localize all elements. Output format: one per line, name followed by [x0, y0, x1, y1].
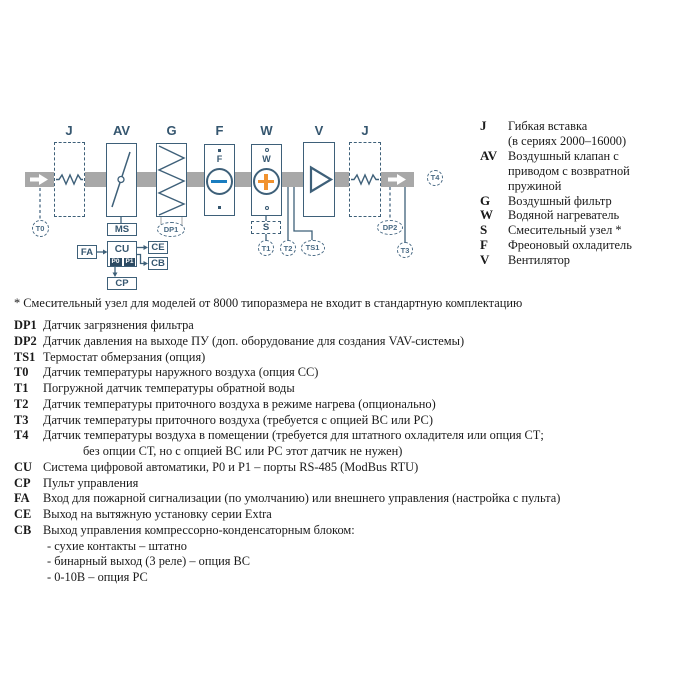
def-text: Датчик загрязнения фильтра [43, 318, 194, 332]
fan-box [303, 142, 335, 217]
cp-label: CP [115, 278, 129, 289]
legend-key: V [480, 252, 490, 268]
def-ce [14, 507, 694, 523]
label-heater: W [260, 123, 273, 138]
def-text: - сухие контакты – штатно [47, 538, 187, 553]
def-cu [14, 460, 694, 476]
ms-label: MS [114, 224, 130, 235]
heater-coil-icon [253, 168, 280, 195]
def-key: CB [14, 522, 32, 537]
def-key: T4 [14, 428, 29, 443]
legend-text: (в сериях 2000–16000) [508, 133, 627, 148]
legend-row-g [480, 194, 632, 209]
def-key: T0 [14, 365, 29, 380]
def-text: Выход управления компрессорно-конденсаторным блоком: [43, 522, 355, 537]
heater-top-dot [265, 148, 269, 152]
def-text: Погружной датчик температуры обратной воды [43, 381, 295, 395]
def-cb-item-2 [14, 554, 694, 570]
mixing-unit-footnote: * Смесительный узел для моделей от 8000 типоразмера не входит в стандартную комплектацию [14, 296, 523, 310]
def-text: Вход для пожарной сигнализации (по умолчанию) или внешнего управления (настройка с пульта) [43, 491, 561, 506]
label-air-valve: AV [112, 123, 131, 138]
control-panel-box [107, 277, 137, 290]
legend-key: G [480, 192, 491, 208]
cooler-letter: F [216, 154, 223, 164]
def-text: Пульт управления [43, 475, 139, 490]
def-key: T2 [14, 396, 29, 411]
cooler-top-dot [218, 149, 221, 152]
cooler-coil-icon [206, 168, 233, 195]
def-ts1 [14, 350, 694, 366]
def-t4-continued [14, 444, 694, 460]
def-fa [14, 491, 694, 507]
legend-row-av [480, 149, 632, 164]
legend-text: Воздушный фильтр [508, 193, 612, 208]
def-text: Термостат обмерзания (опция) [43, 349, 206, 364]
def-cb [14, 523, 694, 539]
condenser-output-box [148, 257, 168, 270]
sensor-ts1: TS1 [301, 240, 325, 256]
s-label: S [262, 222, 270, 233]
sensor-dp2: DP2 [377, 220, 403, 235]
def-t3 [14, 413, 694, 429]
def-key [14, 444, 43, 460]
def-key: DP1 [14, 318, 37, 332]
legend-row-v [480, 253, 632, 268]
legend-row-f [480, 238, 632, 253]
legend-row [480, 179, 632, 194]
legend-text: Водяной нагреватель [508, 208, 620, 223]
sensor-t0: T0 [32, 220, 49, 237]
legend-text: Вентилятор [508, 253, 570, 268]
def-t0 [14, 365, 694, 381]
cu-label: CU [114, 244, 130, 255]
legend-key: S [480, 222, 488, 238]
def-cp [14, 476, 694, 492]
mixing-unit-box [251, 221, 281, 234]
port-p1: P1 [125, 258, 134, 266]
def-key: T1 [14, 381, 29, 395]
flexible-insert-right-box [349, 142, 381, 217]
def-dp1 [14, 318, 694, 334]
heater-box [251, 144, 282, 216]
legend-key [480, 134, 508, 149]
def-key: TS1 [14, 349, 36, 364]
def-t2 [14, 397, 694, 413]
legend-row-j [480, 119, 632, 134]
legend-text: Гибкая вставка [508, 119, 588, 133]
legend-text: Фреоновый охладитель [508, 238, 632, 253]
def-text: Датчик температуры воздуха в помещении (требуется для штатного охладителя или опция СТ; [43, 428, 544, 443]
label-filter: G [166, 123, 177, 138]
def-key [14, 570, 43, 586]
legend-text: приводом с возвратной [508, 163, 630, 178]
ms-actuator-box [107, 223, 137, 236]
flexible-insert-left-box [54, 142, 85, 217]
heater-bottom-dot [265, 206, 269, 210]
definitions-list [14, 318, 694, 586]
def-t4 [14, 428, 694, 444]
filter-box [156, 143, 187, 217]
def-key: FA [14, 491, 30, 506]
legend-key: AV [480, 147, 498, 163]
fire-alarm-input-box [77, 245, 97, 259]
label-fan: V [314, 123, 324, 138]
label-flexible-insert-left: J [65, 123, 73, 138]
port-p0: P0 [110, 258, 122, 266]
plus-icon-v [264, 174, 267, 190]
sensor-dp1: DP1 [157, 222, 185, 237]
ce-label: CE [151, 242, 165, 253]
def-key: CU [14, 459, 32, 474]
def-text: Датчик температуры наружного воздуха (опция СС) [43, 365, 319, 380]
legend-text: Воздушный клапан с [508, 148, 619, 163]
def-text: Датчик температуры приточного воздуха (требуется с опцией ВС или РС) [43, 412, 433, 427]
def-key: T3 [14, 412, 29, 427]
def-text: Датчик давления на выходе ПУ (доп. оборудование для создания VAV-системы) [43, 333, 465, 348]
def-cb-item-1 [14, 539, 694, 555]
label-cooler: F [215, 123, 224, 138]
sensor-t2: T2 [280, 240, 296, 256]
label-flexible-insert-right: J [361, 123, 369, 138]
def-key: CE [14, 507, 32, 521]
legend-key [480, 164, 508, 179]
cooler-box [204, 144, 235, 216]
fa-label: FA [80, 246, 94, 258]
minus-icon [211, 180, 227, 183]
def-text: Выход на вытяжную установку серии Extra [43, 507, 272, 521]
def-cb-item-3 [14, 570, 694, 586]
legend-text: пружиной [508, 178, 562, 193]
def-text: без опции СТ, но с опцией ВС или РС этот датчик не нужен) [83, 444, 403, 458]
air-valve-box [106, 143, 137, 217]
def-text: - бинарный выход (3 реле) – опция ВС [47, 554, 251, 569]
def-key [14, 554, 43, 570]
sensor-t1: T1 [258, 240, 274, 256]
legend-text: Смесительный узел * [508, 223, 622, 238]
def-key: DP2 [14, 333, 37, 348]
sensor-t4: T4 [427, 170, 443, 186]
cb-label: CB [151, 258, 165, 269]
legend-key [480, 179, 508, 194]
def-text: Система цифровой автоматики, Р0 и Р1 – порты RS-485 (ModBus RTU) [43, 459, 419, 474]
def-text: Датчик температуры приточного воздуха в режиме нагрева (опционально) [43, 396, 436, 411]
legend-key: W [480, 207, 493, 223]
component-legend [480, 119, 632, 268]
legend-row [480, 134, 632, 149]
cu-cb-line [137, 255, 144, 264]
def-dp2 [14, 334, 694, 350]
heater-letter: W [262, 154, 271, 164]
def-key: CP [14, 475, 31, 490]
legend-row [480, 164, 632, 179]
legend-row-s [480, 223, 632, 238]
exhaust-output-box [148, 241, 168, 254]
legend-key: F [480, 237, 488, 253]
legend-key: J [480, 118, 487, 133]
sensor-t3: T3 [397, 242, 413, 258]
cooler-bottom-dot [218, 206, 221, 209]
control-unit-box [107, 241, 137, 267]
def-text: - 0-10В – опция РС [47, 570, 148, 584]
def-t1 [14, 381, 694, 397]
def-key [14, 539, 43, 555]
legend-row-w [480, 208, 632, 223]
